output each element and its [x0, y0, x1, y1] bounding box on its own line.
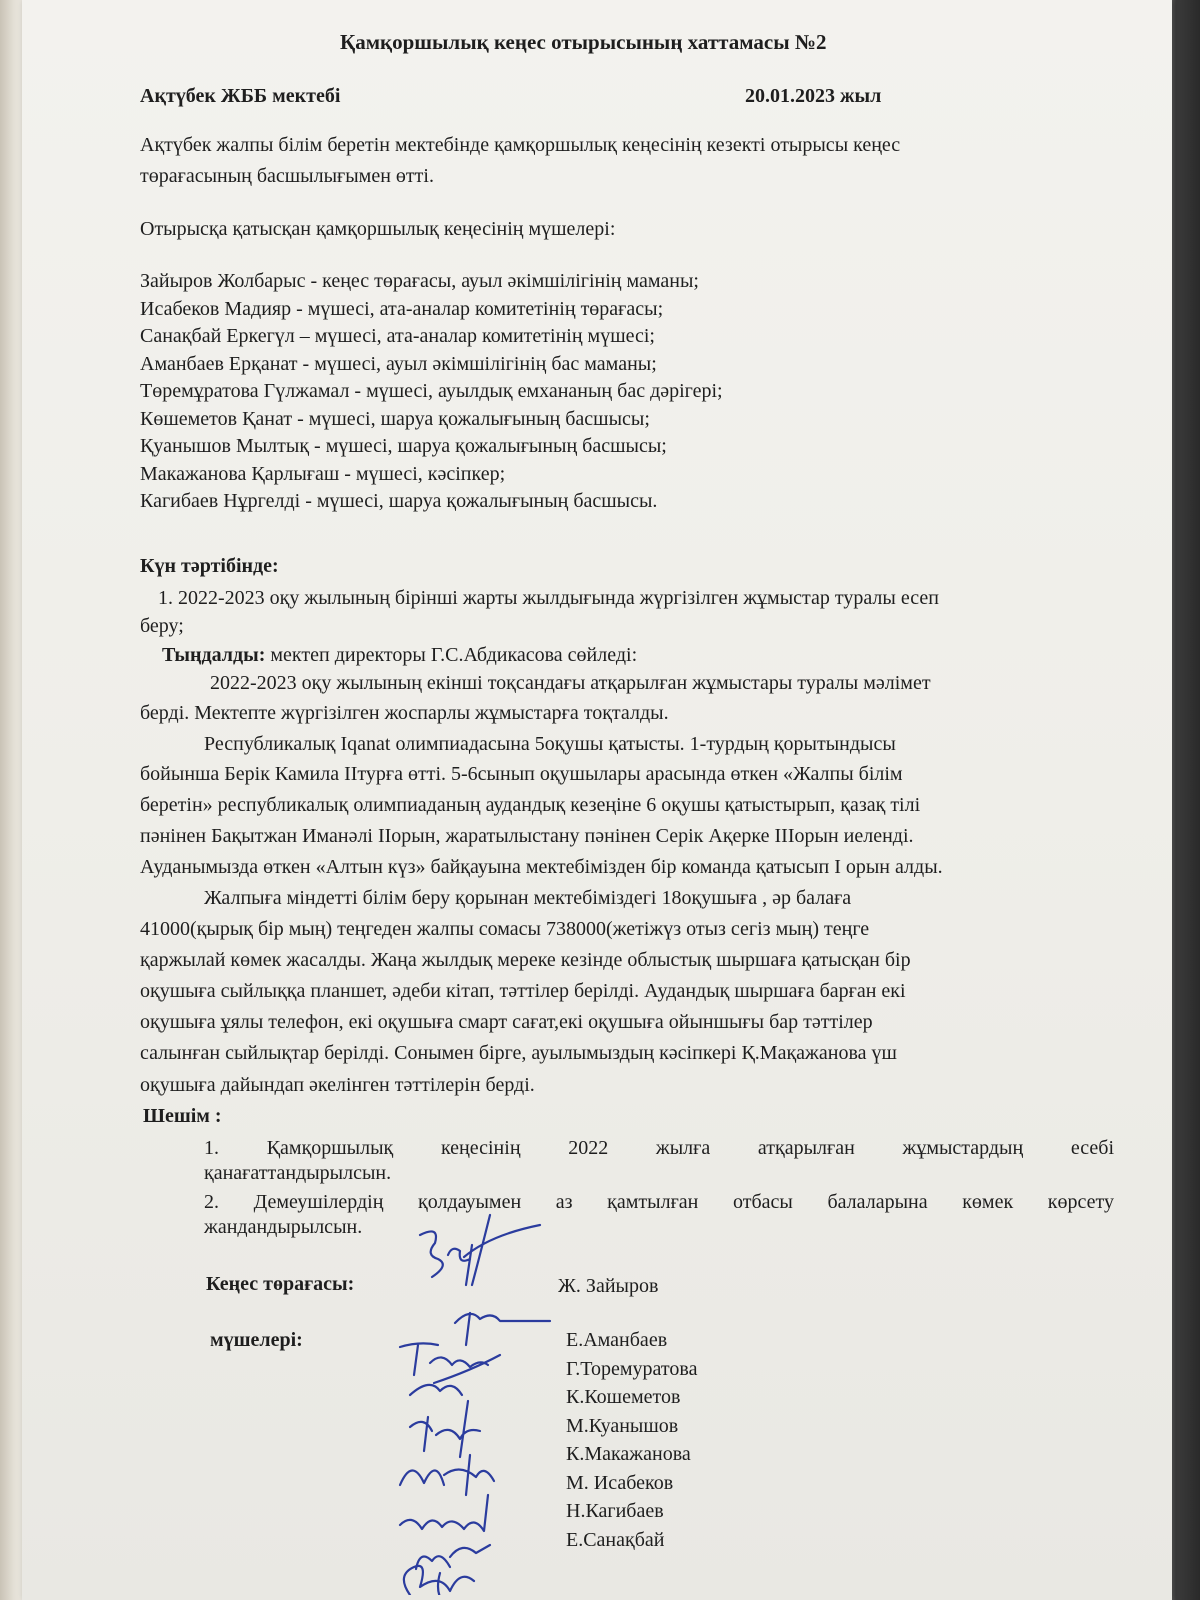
- body-line: Жалпыға міндетті білім беру қорынан мектебіміздегі 18оқушыға , әр балаға: [204, 887, 852, 909]
- member-signature: [400, 1455, 494, 1495]
- member-signature: [400, 1495, 488, 1531]
- decision-heading: Шешім :: [143, 1105, 222, 1127]
- body-line: оқушыға ұялы телефон, екі оқушыға смарт сағат,екі оқушыға ойыншығы бар тәттілер: [140, 1011, 873, 1033]
- heard-line: [162, 641, 637, 669]
- members-heading: Отырысқа қатысқан қамқоршылық кеңесінің мүшелері:: [140, 218, 616, 240]
- document-date: 20.01.2023 жыл: [745, 85, 882, 107]
- handwritten-signatures: [380, 1195, 580, 1595]
- body-line: оқушыға дайындап әкелінген тәттілерін берді.: [140, 1074, 535, 1096]
- chair-label: Кеңес төрағасы:: [206, 1273, 355, 1295]
- intro-line-2: төрағасының басшылығымен өтті.: [140, 165, 434, 187]
- school-name: Ақтүбек ЖББ мектебі: [140, 85, 341, 107]
- signatory-name: М. Исабеков: [566, 1471, 674, 1494]
- signatory-name: К.Кошеметов: [566, 1386, 681, 1408]
- signatory-name: Е.Аманбаев: [566, 1329, 668, 1351]
- chair-name: Ж. Зайыров: [558, 1275, 659, 1297]
- body-line: қаржылай көмек жасалды. Жаңа жылдық мереке кезінде облыстық шыршаға қатысқан бір: [140, 949, 911, 971]
- member-item: Аманбаев Ерқанат - мүшесі, ауыл әкімшілігінің бас маманы;: [140, 352, 657, 375]
- decision-line: 1. Қамқоршылық кеңесінің 2022 жылға атқарылған жұмыстардың есебі: [204, 1137, 1114, 1159]
- chair-signature: [420, 1215, 540, 1285]
- body-line: 41000(қырық бір мың) теңгеден жалпы сомасы 738000(жетіжүз отыз сегіз мың) теңге: [140, 918, 870, 940]
- member-item: Қуанышов Мылтық - мүшесі, шаруа қожалығының басшысы;: [140, 435, 667, 457]
- body-line: беретін» республикалық олимпиаданың аудандық кезеңіне 6 оқушы қатыстырып, қазақ тілі: [140, 794, 921, 816]
- member-signature: [416, 1545, 490, 1569]
- signatory-name: Г.Торемуратова: [566, 1357, 698, 1380]
- signatory-name: Е.Санақбай: [566, 1528, 665, 1551]
- body-line: бойынша Берік Камила IIтурға өтті. 5-6сынып оқушылары арасында өткен «Жалпы білім: [140, 763, 903, 785]
- members-list: [140, 268, 723, 516]
- body-line: 2022-2023 оқу жылының екінші тоқсандағы атқарылған жұмыстары туралы мәлімет: [210, 672, 931, 694]
- agenda-item-line-2: беру;: [140, 615, 184, 637]
- member-item: Исабеков Мадияр - мүшесі, ата-аналар комитетінің төрағасы;: [140, 297, 664, 320]
- signatory-name: Н.Кагибаев: [566, 1500, 664, 1522]
- member-signature: [410, 1401, 480, 1457]
- body-line: берді. Мектепте жүргізілген жоспарлы жұмыстарға тоқталды.: [140, 702, 669, 724]
- agenda-item-line-1: 1. 2022-2023 оқу жылының бірінші жарты жылдығында жүргізілген жұмыстар туралы есеп: [158, 587, 939, 609]
- signatory-name: К.Макажанова: [566, 1443, 691, 1465]
- decision-line: жандандырылсын.: [204, 1216, 363, 1238]
- signatory-name: М.Куанышов: [566, 1414, 679, 1437]
- decision-item: [204, 1188, 1114, 1238]
- body-line: Ауданымызда өткен «Алтын күз» байқауына мектебімізден бір команда қатысып I орын алды.: [140, 856, 943, 878]
- body-line: пәнінен Бақытжан Иманәлі IIорын, жаратылыстану пәнінен Серік Ақерке IIIорын иеленді.: [140, 825, 914, 847]
- body-line: салынған сыйлықтар берілді. Сонымен бірге, ауылымыздың кәсіпкері Қ.Мақажанова үш: [140, 1042, 897, 1064]
- member-item: Санақбай Еркегүл – мүшесі, ата-аналар комитетінің мүшесі;: [140, 325, 655, 347]
- body-line: Республикалық Iqanat олимпиадасына 5оқушы қатысты. 1-турдың қорытындысы: [204, 733, 896, 755]
- member-signature: [455, 1313, 550, 1345]
- document-title: Қамқоршылық кеңес отырысының хаттамасы №2: [340, 30, 827, 54]
- member-item: Макажанова Қарлығаш - мүшесі, кәсіпкер;: [140, 462, 506, 485]
- decision-line: 2. Демеушілердің қолдауымен аз қамтылған отбасы балаларына көмек көрсету: [204, 1191, 1114, 1213]
- member-item: Кагибаев Нұргелді - мүшесі, шаруа қожалығының басшысы.: [140, 490, 658, 512]
- member-item: Төремұратова Гүлжамал - мүшесі, ауылдық емхананың бас дәрігері;: [140, 380, 723, 402]
- heard-label: Тыңдалды:: [162, 644, 266, 666]
- agenda-heading: Күн тәртібінде:: [140, 555, 279, 577]
- signatory-list: [566, 1326, 697, 1554]
- member-item: Зайыров Жолбарыс - кеңес төрағасы, ауыл әкімшілігінің маманы;: [140, 270, 699, 292]
- body-line: оқушыға сыйлыққа планшет, әдеби кітап, тәттілер берілді. Аудандық шыршаға барған екі: [140, 980, 906, 1002]
- members-signature-label: мүшелері:: [210, 1329, 303, 1351]
- decision-line: қанағаттандырылсын.: [204, 1162, 392, 1184]
- heard-text: мектеп директоры Г.С.Абдикасова сөйледі:: [265, 644, 638, 666]
- member-signature: [404, 1566, 474, 1595]
- intro-line-1: Ақтүбек жалпы білім беретін мектебінде қамқоршылық кеңесінің кезекті отырысы кеңес: [140, 134, 901, 156]
- decision-item: [204, 1134, 1114, 1184]
- member-item: Көшеметов Қанат - мүшесі, шаруа қожалығының басшысы;: [140, 407, 650, 430]
- member-signature: [400, 1343, 488, 1375]
